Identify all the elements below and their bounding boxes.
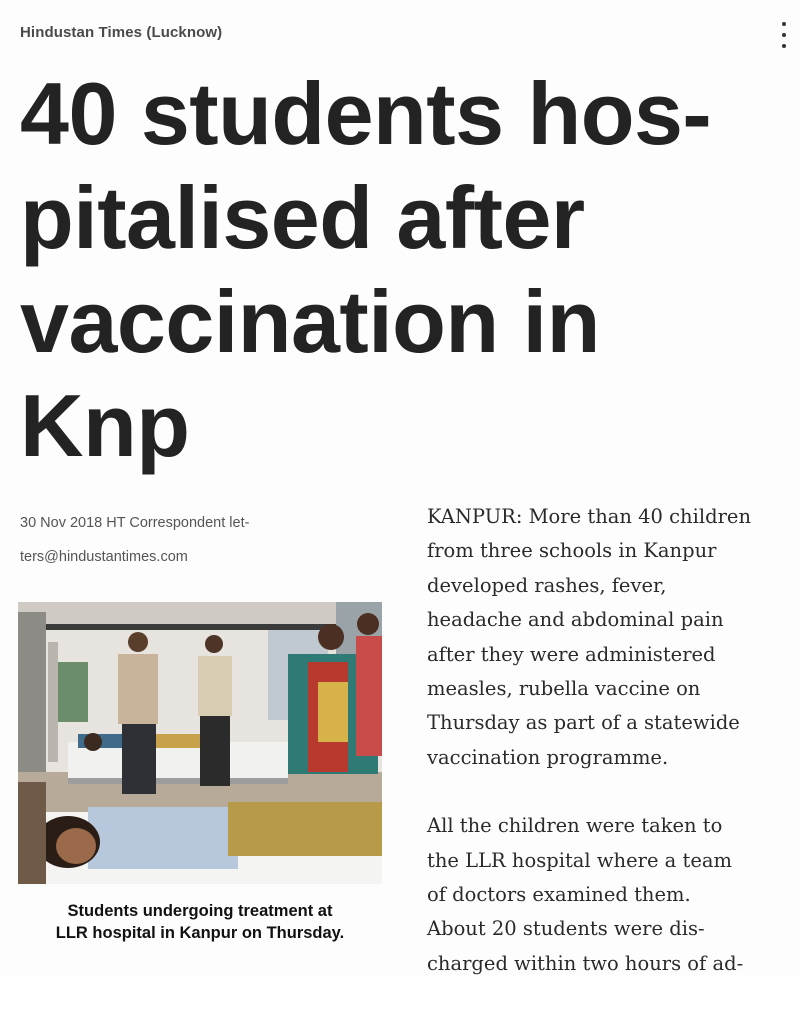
byline-line[interactable]: ters@hindustantimes.com: [20, 549, 188, 565]
article-paragraph: [427, 809, 795, 981]
photo-caption: [18, 900, 382, 944]
headline-line: Knp: [20, 376, 190, 475]
more-vert-icon-dot: [782, 44, 786, 48]
caption-line: LLR hospital in Kanpur on Thursday.: [55, 924, 345, 942]
more-options-button[interactable]: [776, 22, 792, 48]
body-line: About 20 students were dis-: [427, 917, 705, 941]
caption-line: Students undergoing treatment at: [67, 902, 333, 920]
byline-line: 30 Nov 2018 HT Correspondent let-: [20, 515, 250, 531]
body-line: after they were administered: [427, 642, 716, 666]
body-line: of doctors examined them.: [427, 883, 691, 907]
article-body: [427, 500, 795, 1015]
body-line: headache and abdominal pain: [427, 608, 724, 632]
article-paragraph: [427, 500, 795, 775]
article-headline: [20, 62, 790, 478]
body-line: charged within two hours of ad-: [427, 951, 744, 975]
headline-line: pitalised after: [20, 168, 585, 267]
headline-line: 40 students hos-: [20, 64, 712, 163]
body-line: developed rashes, fever,: [427, 573, 667, 597]
article-byline: [20, 506, 350, 574]
body-line: vaccination programme.: [427, 745, 669, 769]
body-line: KANPUR: More than 40 children: [427, 505, 751, 528]
body-line: the LLR hospital where a team: [427, 848, 733, 872]
body-line: from three schools in Kanpur: [427, 539, 717, 563]
more-vert-icon-dot: [782, 33, 786, 37]
article-photo[interactable]: [18, 602, 382, 884]
hospital-photo-image: [18, 602, 382, 884]
body-line: Thursday as part of a statewide: [427, 711, 740, 735]
body-line: measles, rubella vaccine on: [427, 677, 701, 701]
body-line: All the children were taken to: [427, 814, 723, 838]
publication-name[interactable]: Hindustan Times (Lucknow): [20, 24, 223, 41]
headline-line: vaccination in: [20, 272, 600, 371]
more-vert-icon: [782, 22, 786, 26]
